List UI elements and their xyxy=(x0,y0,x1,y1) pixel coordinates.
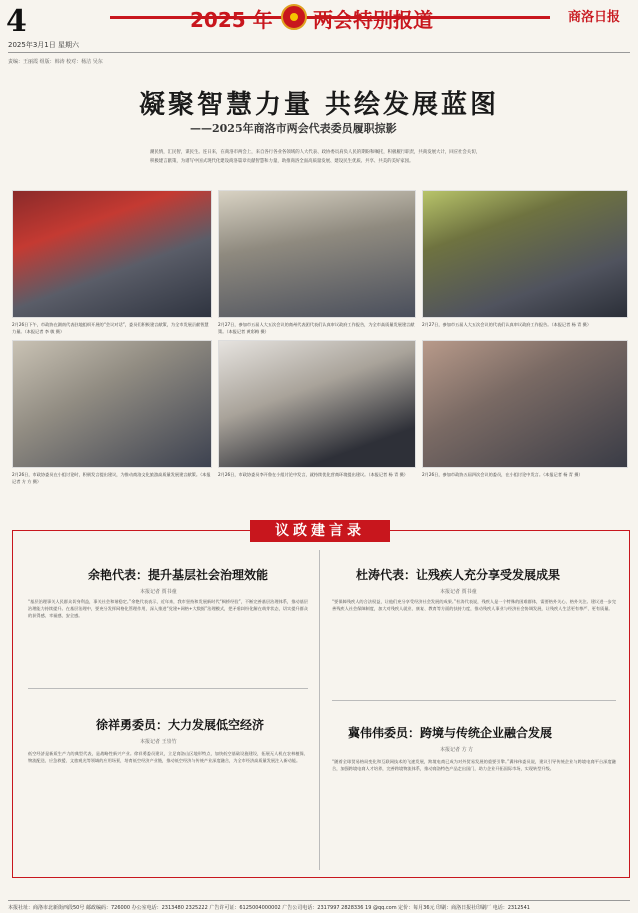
page-subtitle: ——2025年商洛市两会代表委员履职掠影 xyxy=(190,122,397,135)
header-divider xyxy=(8,52,630,53)
issue-date: 2025年3月1日 星期六 xyxy=(8,41,79,49)
column-divider xyxy=(319,550,320,870)
section-band: 议政建言录 xyxy=(250,520,390,542)
editors-line: 责编：王丽霞 组版：韩涛 校对：杨洁 吴东 xyxy=(8,59,103,65)
photo-1 xyxy=(12,190,212,318)
page-title: 凝聚智慧力量 共绘发展蓝图 xyxy=(138,90,500,120)
article-2-title: 杜涛代表：让残疾人充分享受发展成果 xyxy=(356,568,561,582)
article-2-reporter: 本报记者 贾书童 xyxy=(440,589,477,595)
photo-5-caption: 2月26日，市政协委员李开鲁在小组讨论中发言，就持续优化营商环境提出建议。（本报记者 杨 青 摄） xyxy=(218,472,408,477)
header-year: 2025 年 xyxy=(190,8,273,32)
photo-5 xyxy=(218,340,416,468)
page-header xyxy=(0,0,638,54)
photo-1-caption: 2月26日下午，市政协在湖南代表驻地组织开展的“会议对话”，委员们积极建言献策，为全市发展贡献智慧力量。（本报记者 李 敏 摄） xyxy=(12,322,209,334)
page-footer: 本报社址：商洛市北新街西段50号 邮政编码：726000 办公室电话：2313480 2325222 广告许可证：6125004000002 广告公司电话：2317997 2828336 19 @qq.com 定价：每月36元 印刷：商洛日报社印刷厂 电话：2312541 xyxy=(8,900,630,911)
page-number: 4 xyxy=(6,4,27,39)
row-divider-right xyxy=(332,700,616,701)
article-3-reporter: 本报记者 王崇竹 xyxy=(140,739,177,745)
article-2-body: “要保障残疾人的合法权益，让他们充分享受经济社会发展的成果。”杜涛代表说，残疾人是一个特殊的困难群体，需要格外关心、格外关注。建议进一步完善残疾人社会保障制度，加大对残疾人就业、康复、教育等方面的扶持力度，推动残疾人事业与经济社会协调发展，让残疾人生活更有尊严、更有质量。 xyxy=(332,599,616,612)
article-3-body: 低空经济是新质生产力的典型代表，是战略性新兴产业。徐祥勇委员建议，立足商洛山区地形特点，加快低空基础设施建设，拓展无人机在农林植保、物流配送、应急救援、文旅观光等领域的应用场景，培育低空经济产业链，推动低空经济与传统产业深度融合，为全市经济高质量发展注入新动能。 xyxy=(28,751,308,764)
paper-logo: 商洛日报 xyxy=(568,10,621,25)
article-1-body: “基层治理事关人民群众切身利益，事关社会和谐稳定。”余艳代表表示，近年来，我市坚持和发展新时代“枫桥经验”，不断完善基层治理体系，推动基层治理能力持续提升。在基层治理中，要充分发挥网格化管理作用，深入推进“党建+网格+大数据”治理模式，把矛盾纠纷化解在萌芽状态，切实提升群众的获得感、幸福感、安全感。 xyxy=(28,599,308,619)
photo-3-caption: 2月27日，参加市五届人大五次会议的代表们认真审议政府工作报告。（本报记者 杨 青 摄） xyxy=(422,322,592,327)
photo-3 xyxy=(422,190,628,318)
header-section: 两会特别报道 xyxy=(313,8,433,32)
article-4-body: “随着全球贸易格局变化和互联网技术的飞速发展，跨境电商已成为对外贸易发展的重要引擎。”冀伟伟委员说，建议引导传统企业与跨境电商平台深度融合，加强跨境电商人才培养，完善跨境物流体系，推动商洛特色产品走出国门，助力企业开拓国际市场，实现转型升级。 xyxy=(332,759,616,772)
photo-6 xyxy=(422,340,628,468)
row-divider-left xyxy=(28,688,308,689)
article-4-reporter: 本报记者 方 方 xyxy=(440,747,474,753)
photo-2 xyxy=(218,190,416,318)
photo-4-caption: 2月26日，市政协委员在小组讨论时，积极发言提出建议，为推动商洛文化旅游高质量发展建言献策。（本报记者 方 方 摄） xyxy=(12,472,211,484)
photo-2-caption: 2月27日，参加市五届人大五次会议的商州代表团代表们认真审议政府工作报告，为全市高质量发展建言献策。（本报记者 黄彩梅 摄） xyxy=(218,322,415,334)
article-1-title: 余艳代表：提升基层社会治理效能 xyxy=(88,568,269,582)
article-1-reporter: 本报记者 贾书童 xyxy=(140,589,177,595)
photo-4 xyxy=(12,340,212,468)
article-4-title: 冀伟伟委员：跨境与传统企业融合发展 xyxy=(348,726,553,740)
national-emblem-icon xyxy=(281,4,307,30)
intro-paragraph: 潮民情，汇民智，谋民生。连日来，在商洛市两会上，来自各行各业各领域的人大代表、政协委员肩负人民的期盼和嘱托，积极履行职责，共商发展大计，回应社会关切，积极建言献策，为谱写中国式现代化建设商洛篇章贡献智慧和力量，助推商洛全面高质量发展、建设民生优质、共享、共美的美好家园。 xyxy=(150,150,480,164)
photo-6-caption: 2月26日，参加市政协五届四次会议的委员，在小组讨论中发言。（本报记者 杨 青 摄） xyxy=(422,472,583,477)
article-3-title: 徐祥勇委员：大力发展低空经济 xyxy=(96,718,265,732)
